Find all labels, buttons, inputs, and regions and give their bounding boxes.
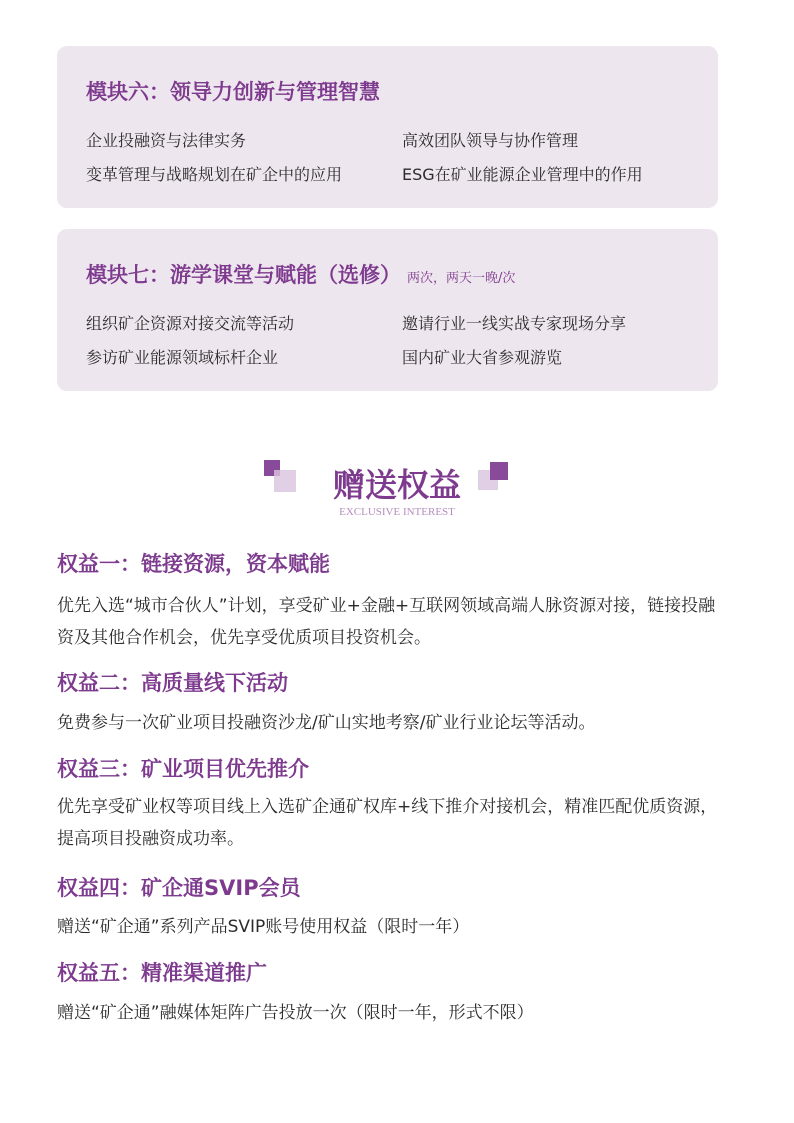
benefit-description: 优先享受矿业权等项目线上入选矿企通矿权库+线下推介对接机会，精准匹配优质资源，提高项目投融资成功率。 — [57, 797, 718, 849]
module-item: 企业投融资与法律实务 — [86, 131, 247, 150]
module-title — [86, 76, 380, 106]
benefit-title: 权益一：链接资源，资本赋能 — [57, 552, 330, 576]
benefit-description: 优先入选“城市合伙人”计划，享受矿业+金融+互联网领域高端人脉资源对接，链接投融资及其他合作机会，优先享受优质项目投资机会。 — [57, 596, 716, 648]
benefit-title: 权益四：矿企通SVIP会员 — [57, 876, 301, 900]
module-item: 国内矿业大省参观游览 — [402, 348, 563, 367]
module-title-text: 模块六：领导力创新与管理智慧 — [86, 80, 380, 104]
module-item: 变革管理与战略规划在矿企中的应用 — [86, 165, 343, 184]
module-item: 组织矿企资源对接交流等活动 — [86, 314, 295, 333]
section-title: 赠送权益 — [332, 466, 461, 504]
module-card-seven — [57, 229, 718, 391]
benefit-title: 权益五：精准渠道推广 — [57, 961, 267, 985]
benefit-description: 赠送“矿企通”融媒体矩阵广告投放一次（限时一年，形式不限） — [57, 1003, 534, 1023]
module-card-six — [57, 46, 718, 208]
section-heading — [0, 456, 794, 526]
benefit-description: 免费参与一次矿业项目投融资沙龙/矿山实地考察/矿业行业论坛等活动。 — [57, 713, 596, 733]
benefit-title: 权益三：矿业项目优先推介 — [57, 757, 309, 781]
module-title — [86, 259, 515, 289]
module-item: 邀请行业一线实战专家现场分享 — [402, 314, 627, 333]
right-square-decoration-icon — [478, 460, 512, 494]
section-subtitle: EXCLUSIVE INTEREST — [339, 506, 455, 518]
benefit-title: 权益二：高质量线下活动 — [57, 671, 288, 695]
module-note: 两次，两天一晚/次 — [407, 271, 516, 286]
module-item: ESG在矿业能源企业管理中的作用 — [402, 165, 643, 184]
module-item: 参访矿业能源领域标杆企业 — [86, 348, 279, 367]
module-title-text: 模块七：游学课堂与赋能（选修） — [86, 263, 401, 287]
benefit-description: 赠送“矿企通”系列产品SVIP账号使用权益（限时一年） — [57, 917, 470, 937]
module-item: 高效团队领导与协作管理 — [402, 131, 579, 150]
